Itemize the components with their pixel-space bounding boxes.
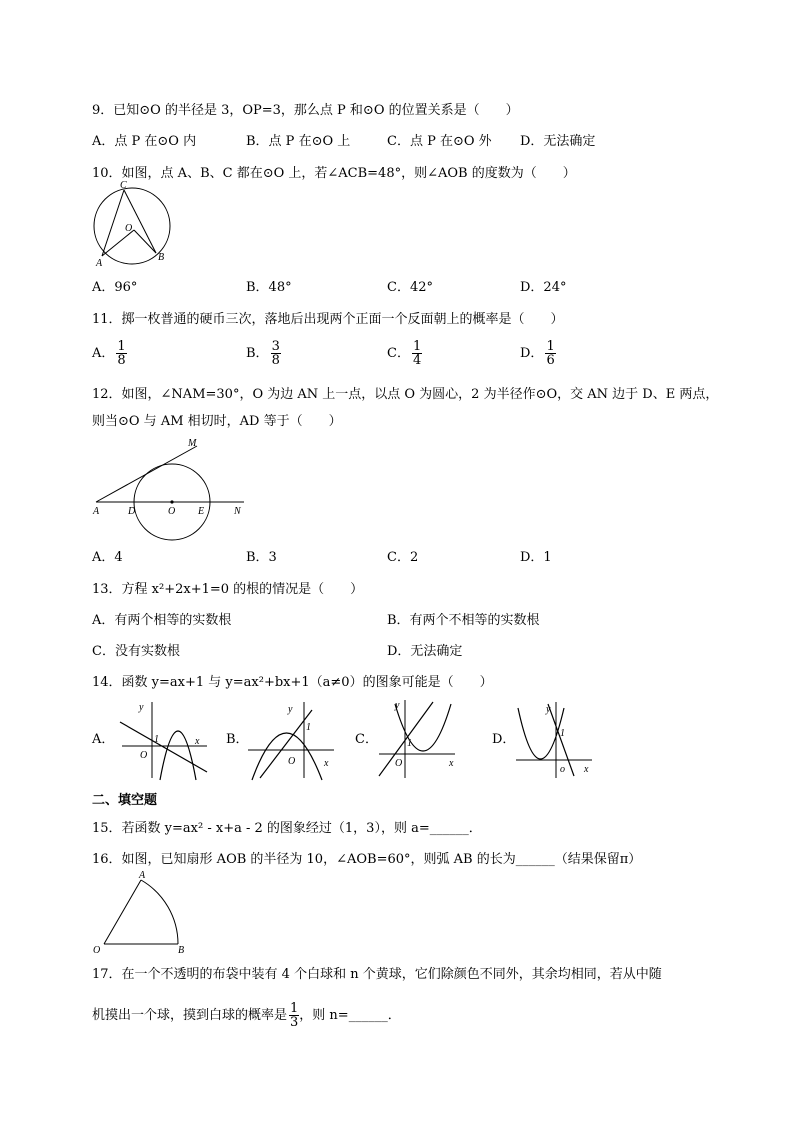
- question-15-text: 15．若函数 y=ax² - x+a - 2 的图象经过（1，3），则 a=______．: [92, 821, 482, 836]
- y-label: y: [395, 700, 400, 711]
- sector-figure: [92, 872, 192, 956]
- question-17-text-line2: 机摸出一个球，摸到白球的概率是 $\frac{1}{3}$ ，则 n=______．: [92, 1001, 401, 1030]
- label-e: E: [198, 506, 205, 517]
- graph-a: [112, 700, 212, 780]
- q9-option-d: D．无法确定: [520, 134, 596, 149]
- label-d: D: [128, 506, 136, 517]
- q14-option-c-label: C．: [355, 732, 378, 747]
- y-label: y: [139, 702, 144, 713]
- x-label: x: [324, 758, 329, 769]
- one-label: 1: [560, 728, 565, 739]
- label-a: A: [93, 506, 100, 517]
- q13-option-b: B．有两个不相等的实数根: [387, 613, 540, 628]
- q9-option-b: B．点 P 在⊙O 上: [246, 134, 351, 149]
- graph-c: [375, 698, 460, 780]
- label-o: O: [93, 945, 101, 956]
- y-label: y: [546, 704, 551, 715]
- tangent-circle-figure: [92, 438, 252, 542]
- question-13-text: 13．方程 x²+2x+1=0 的根的情况是（ ）: [92, 582, 364, 597]
- q13-option-c: C．没有实数根: [92, 644, 180, 659]
- question-10-text: 10．如图，点 A、B、C 都在⊙O 上，若∠ACB=48°，则∠AOB 的度数为（ ）: [92, 166, 576, 181]
- q12-option-d: D．1: [520, 550, 552, 565]
- label-o: O: [125, 223, 133, 234]
- label-n: N: [234, 506, 241, 517]
- one-label: 1: [306, 722, 311, 733]
- origin-label: O: [288, 756, 296, 767]
- q14-option-d-label: D．: [492, 732, 516, 747]
- question-16-text: 16．如图，已知扇形 AOB 的半径为 10，∠AOB=60°，则弧 AB 的长为______（结果保留π）: [92, 852, 642, 867]
- label-c: C: [120, 180, 127, 191]
- graph-d: [512, 700, 597, 780]
- graph-b: [244, 700, 339, 780]
- question-9-text: 9．已知⊙O 的半径是 3，OP=3，那么点 P 和⊙O 的位置关系是（ ）: [92, 103, 519, 118]
- q9-option-a: A．点 P 在⊙O 内: [92, 134, 197, 149]
- q11-option-d: D． $\frac{1}{6}$: [520, 339, 555, 368]
- label-m: M: [188, 438, 197, 449]
- one-label: 1: [407, 738, 412, 749]
- q12-option-c: C．2: [387, 550, 419, 565]
- q10-option-d: D．24°: [520, 280, 567, 295]
- q9-option-c: C．点 P 在⊙O 外: [387, 134, 492, 149]
- q12-option-a: A．4: [92, 550, 123, 565]
- q13-option-a: A．有两个相等的实数根: [92, 613, 232, 628]
- q13-option-d: D．无法确定: [387, 644, 463, 659]
- circle-angle-figure: [92, 180, 174, 269]
- x-label: x: [449, 758, 454, 769]
- q10-option-c: C．42°: [387, 280, 433, 295]
- question-11-text: 11．掷一枚普通的硬币三次，落地后出现两个正面一个反面朝上的概率是（ ）: [92, 312, 564, 327]
- x-label: x: [584, 764, 589, 775]
- label-b: B: [158, 252, 165, 263]
- question-12-text-line1: 12．如图，∠NAM=30°，O 为边 AN 上一点，以点 O 为圆心，2 为半径作⊙O，交 AN 边于 D、E 两点，: [92, 387, 719, 402]
- q14-option-a-label: A．: [92, 732, 115, 747]
- origin-label: O: [140, 750, 148, 761]
- q11-option-c: C． $\frac{1}{4}$: [387, 339, 422, 368]
- label-b: B: [178, 945, 185, 956]
- q11-option-b: B． $\frac{3}{8}$: [246, 339, 280, 368]
- q14-option-b-label: B．: [226, 732, 249, 747]
- q10-option-a: A．96°: [92, 280, 138, 295]
- y-label: y: [288, 704, 293, 715]
- label-o: O: [168, 506, 176, 517]
- q11-option-a: A． $\frac{1}{8}$: [92, 339, 126, 368]
- q12-option-b: B．3: [246, 550, 277, 565]
- origin-label: o: [560, 764, 565, 775]
- origin-label: O: [395, 758, 403, 769]
- label-a: A: [96, 258, 103, 269]
- question-17-text-line1: 17．在一个不透明的布袋中装有 4 个白球和 n 个黄球，它们除颜色不同外，其余均相同，若从中随: [92, 967, 662, 982]
- x-label: x: [195, 736, 200, 747]
- one-label: 1: [154, 734, 159, 745]
- question-14-text: 14．函数 y=ax+1 与 y=ax²+bx+1（a≠0）的图象可能是（ ）: [92, 675, 493, 690]
- section-title-fill-in: 二、填空题: [92, 793, 158, 808]
- q10-option-b: B．48°: [246, 280, 292, 295]
- label-a: A: [139, 870, 146, 881]
- question-12-text-line2: 则当⊙O 与 AM 相切时，AD 等于（ ）: [92, 414, 342, 429]
